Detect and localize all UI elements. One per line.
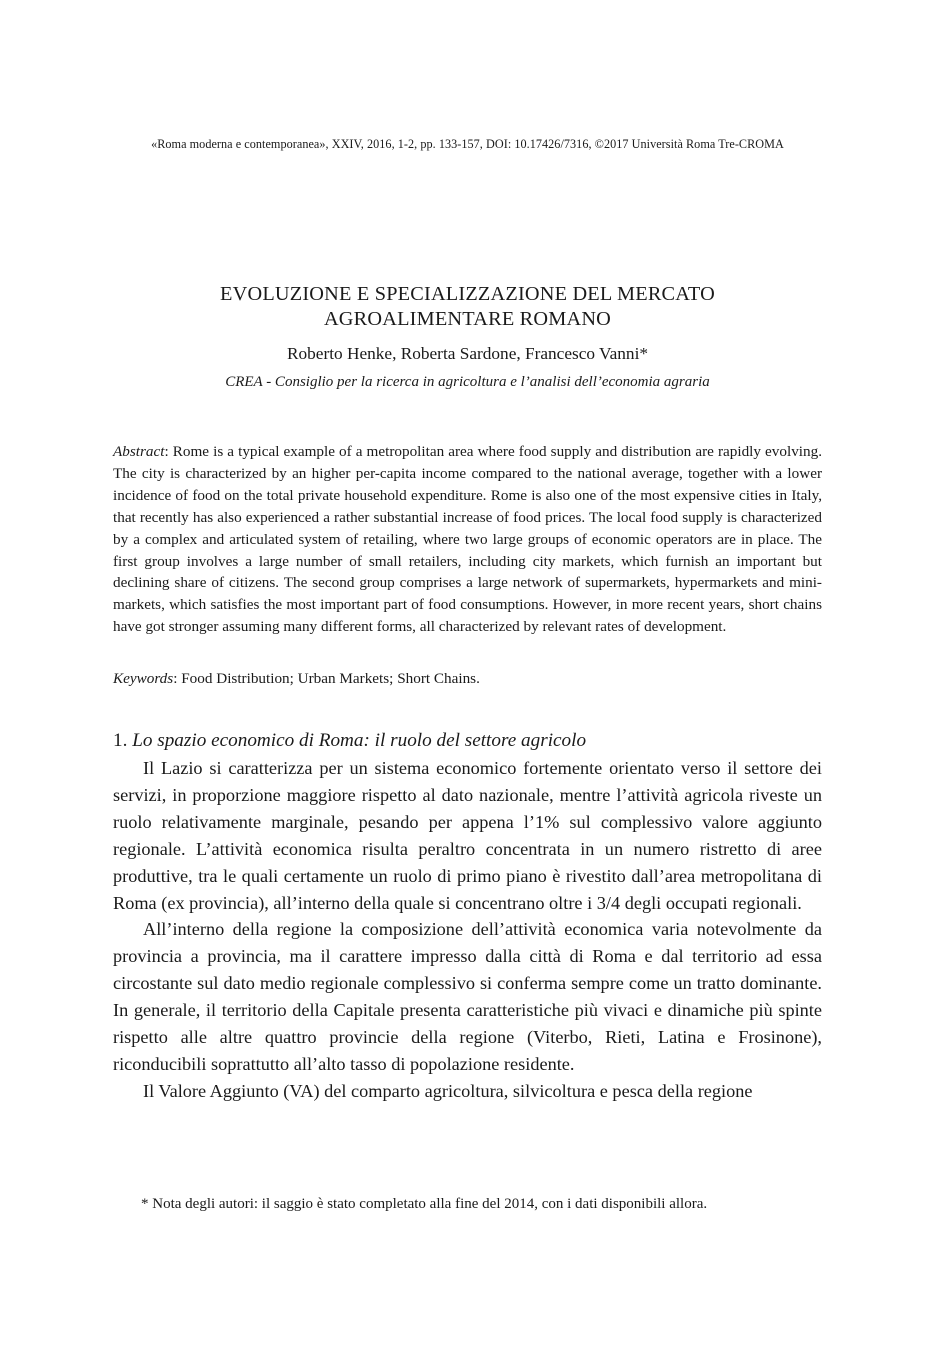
body-paragraph-2: All’interno della regione la composizione dell’attività economica varia notevolmente da provincia a provincia, ma il carattere impresso dalla città di Roma e dal territorio ad essa circostante sul dato medio regionale complessivo si conferma sempre come un tratto dominante. In generale, il territorio della Capitale presenta caratteristiche più vivaci e dinamiche più spinte rispetto alle altre quattro provincie della regione (Viterbo, Rieti, Latina e Frosinone), riconducibili soprattutto all’alto tasso di popolazione residente. <box>113 919 822 1074</box>
abstract <box>113 441 822 638</box>
section-body <box>113 755 822 1105</box>
keywords-label: Keywords <box>113 670 174 687</box>
article-authors: Roberto Henke, Roberta Sardone, Francesco Vanni* <box>286 344 649 363</box>
body-paragraph-3: Il Valore Aggiunto (VA) del comparto agricoltura, silvicoltura e pesca della regione <box>143 1080 753 1101</box>
journal-citation: «Roma moderna e contemporanea», XXIV, 2016, 1-2, pp. 133-157, DOI: 10.17426/7316, ©2017 Università Roma Tre-CROMA <box>151 137 784 151</box>
article-title-line-2: AGROALIMENTARE ROMANO <box>323 308 612 330</box>
section-title: Lo spazio economico di Roma: il ruolo del settore agricolo <box>132 730 587 751</box>
article-affiliation: CREA - Consiglio per la ricerca in agricoltura e l’analisi dell’economia agraria <box>225 374 710 390</box>
section-heading <box>113 728 822 754</box>
footnote: * Nota degli autori: il saggio è stato completato alla fine del 2014, con i dati disponibili allora. <box>141 1196 708 1212</box>
keywords-text: : Food Distribution; Urban Markets; Short Chains. <box>173 670 480 687</box>
keywords <box>113 668 822 690</box>
abstract-text: : Rome is a typical example of a metropolitan area where food supply and distribution are rapidly evolving. The city is characterized by an higher per-capita income compared to the national average, together with a lower incidence of food on the total private household expenditure. Rome is also one of the most expensive cities in Italy, that recently has also experienced a rather substantial increase of food prices. The local food supply is characterized by a complex and articulated system of retailing, where two large groups of economic operators are in place. The first group involves a large number of small retailers, including city markets, which furnish an important but declining share of citizens. The second group comprises a large network of supermarkets, hypermarkets and mini-markets, which satisfies the most important part of food consumptions. However, in more recent years, short chains have got stronger assuming many different forms, all characterized by relevant rates of development. <box>113 443 822 636</box>
article-title-line-1: EVOLUZIONE E SPECIALIZZAZIONE DEL MERCATO <box>220 283 715 305</box>
section-number: 1. <box>113 730 133 751</box>
body-paragraph-1: Il Lazio si caratterizza per un sistema economico fortemente orientato verso il settore dei servizi, in proporzione maggiore rispetto al dato nazionale, mentre l’attività agricola riveste un ruolo relativamente marginale, pesando per appena l’1% sul complessivo valore aggiunto regionale. L’attività economica risulta peraltro concentrata in un numero ristretto di aree produttive, tra le quali certamente un ruolo di primo piano è rivestito dall’area metropolitana di Roma (ex provincia), all’interno della quale si concentrano oltre i 3/4 degli occupati regionali. <box>113 758 822 913</box>
abstract-label: Abstract <box>113 443 165 460</box>
article-title <box>112 282 823 332</box>
